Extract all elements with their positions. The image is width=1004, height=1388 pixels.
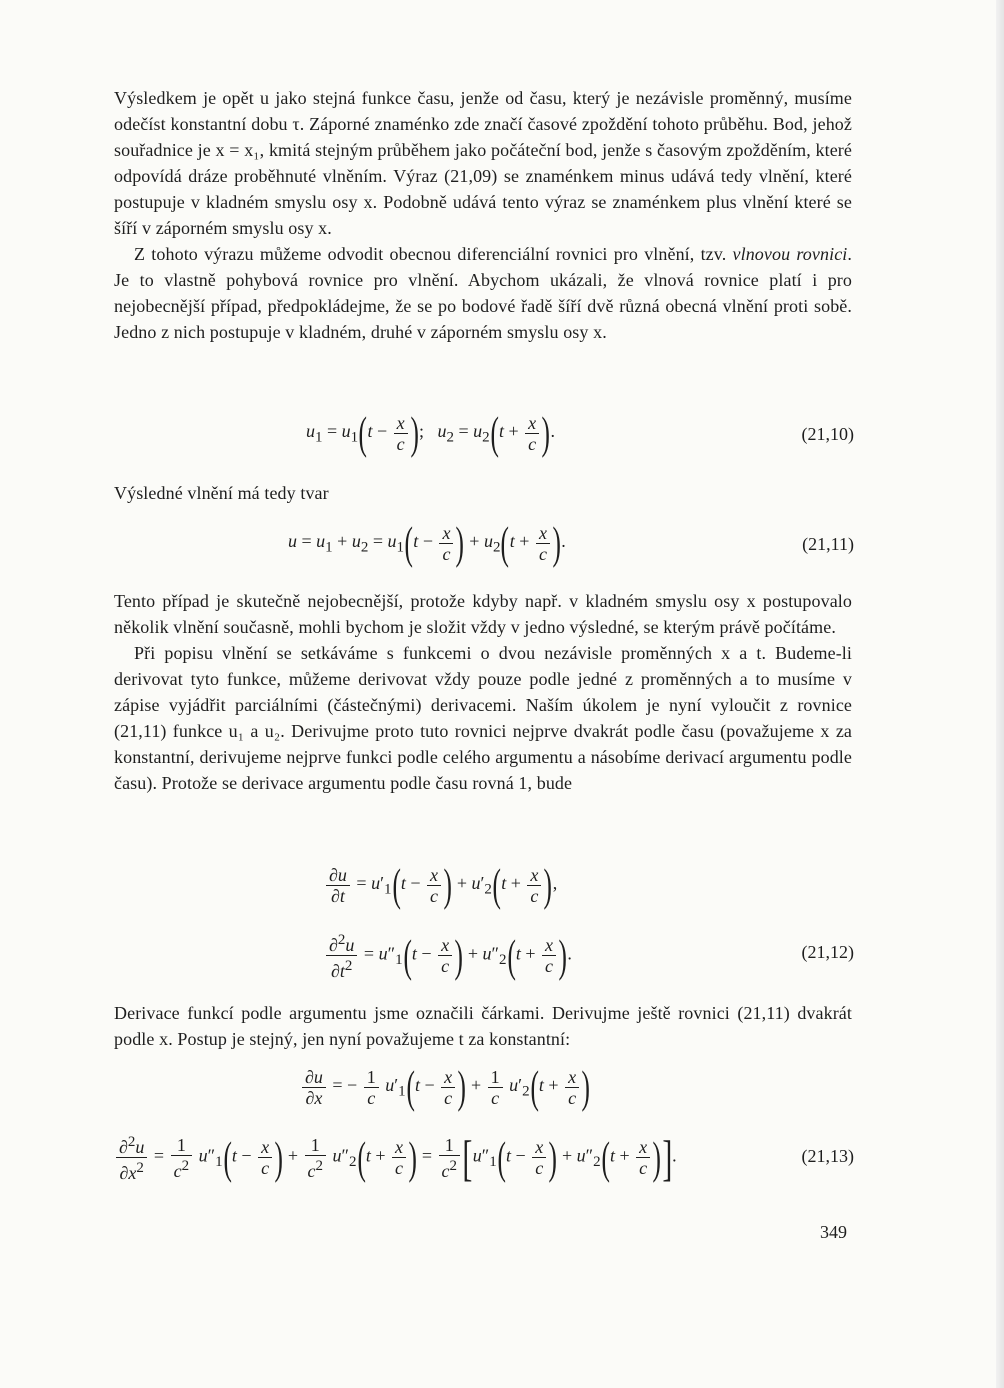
equation-21-13-body: $\frac{\partial^2u}{\partial x^2}$ = $\frac{1}{c^2}$ $u''_1(t$ − $\frac{x}{c}$ ) + $\frac{1}{c^2}$ $u''_2(t$ + $\frac{x}{c}$ ) = $\frac{1}{c^2}$ [$u''_1(t$ − $\frac{x}{c}$ ) + $u''_2(t$ + $\frac{x}{c}$ )]. — [114, 1132, 677, 1183]
page-edge-shadow — [996, 0, 1004, 1388]
equation-21-11-body: $u = u_1 + u_2 = u_1(t$ − $\frac{x}{c}$ ) + $u_2(t$ + $\frac{x}{c}$ ). — [288, 517, 566, 568]
equation-number-21-10: (21,10) — [801, 424, 854, 444]
equation-21-11 — [114, 517, 854, 574]
paragraph-2 — [114, 241, 852, 345]
equation-first-space-derivative — [114, 1061, 854, 1118]
text-block-result-form — [114, 480, 852, 506]
equation-first-space-derivative-body: $\frac{\partial u}{\partial x}$ = − $\frac{1}{c}$ $u'_1(t$ − $\frac{x}{c}$ ) + $\frac{1}{c}$ $u'_2(t$ + $\frac{x}{c}$ ) — [300, 1064, 590, 1110]
equation-first-time-derivative-body: $\frac{\partial u}{\partial t}$ = $u'_1(t$ − $\frac{x}{c}$ ) + $u'_2(t$ + $\frac{x}{c}$ ), — [324, 862, 557, 908]
equation-first-time-derivative — [114, 859, 854, 916]
equation-21-12-body: $\frac{\partial^2u}{\partial t^2}$ = $u''_1(t$ − $\frac{x}{c}$ ) + $u''_2(t$ + $\frac{x}{c}$ ). — [324, 930, 572, 981]
paragraph-5: Při popisu vlnění se setkáváme s funkcemi o dvou nezávisle proměnných x a t. Budeme-li derivovat tyto funkce, můžeme derivovat vždy pouze podle jedné z proměnných a to musíme v zápise vyjádřit parciálními (částečnými) derivacemi. Naším úkolem je nyní vyloučit z rovnice (21,11) funkce u₁ a u₂. Derivujme proto tuto rovnici nejprve dvakrát podle času (považujeme x za konstantní, derivujeme nejprve funkci podle celého argumentu a násobíme derivací argumentu podle času). Protože se derivace argumentu podle času rovná 1, bude — [114, 643, 852, 793]
equation-21-10-body: $u_1 = u_1(t$ − $\frac{x}{c}$ ); $u_2 = u_2(t$ + $\frac{x}{c}$ ). — [306, 407, 555, 458]
paragraph-2-end: . Je to vlastně pohybová rovnice pro vlnění. Abychom ukázali, že vlnová rovnice platí i pro nejobecnější případ, předpokládejme, že se po bodové řadě šíří dvě různá obecná vlnění proti sobě. Jedno z nich postupuje v kladném, druhé v záporném smyslu osy x. — [114, 244, 852, 342]
equation-number-21-11: (21,11) — [802, 534, 854, 554]
equation-21-13 — [114, 1129, 854, 1188]
page-number: 349 — [820, 1222, 847, 1242]
equation-number-21-12: (21,12) — [801, 942, 854, 962]
paragraph-4: Tento případ je skutečně nejobecnější, protože kdyby např. v kladném smyslu osy x postupovalo několik vlnění současně, mohli bychom je složit vždy v jedno výsledné, se kterým právě počítáme. — [114, 591, 852, 637]
equation-21-10 — [114, 407, 854, 464]
text-block-middle — [114, 588, 852, 796]
equation-number-21-13: (21,13) — [801, 1146, 854, 1166]
paragraph-3: Výsledné vlnění má tedy tvar — [114, 483, 329, 503]
paragraph-6: Derivace funkcí podle argumentu jsme označili čárkami. Derivujme ještě rovnici (21,11) dvakrát podle x. Postup je stejný, jen nyní považujeme t za konstantní: — [114, 1003, 852, 1049]
wave-equation-term: vlnovou rovnici — [732, 244, 848, 264]
equation-21-12 — [114, 930, 854, 984]
paragraph-2-start: Z tohoto výrazu můžeme odvodit obecnou diferenciální rovnici pro vlnění, tzv. — [134, 244, 733, 264]
text-block-bottom — [114, 1000, 852, 1052]
paragraph-1: Výsledkem je opět u jako stejná funkce času, jenže od času, který je nezávisle proměnný, musíme odečíst konstantní dobu τ. Záporné znaménko zde značí časové zpoždění tohoto průběhu. Bod, jehož souřadnice je x = x₁, kmitá stejným průběhem jako počáteční bod, jenže s časovým zpožděním, které odpovídá dráze proběhnuté vlněním. Výraz (21,09) se znaménkem minus udává tedy vlnění, které postupuje v kladném smyslu osy x. Podobně udává tento výraz se znaménkem plus vlnění které se šíří v záporném smyslu osy x. — [114, 88, 852, 238]
text-block-top — [114, 85, 852, 345]
